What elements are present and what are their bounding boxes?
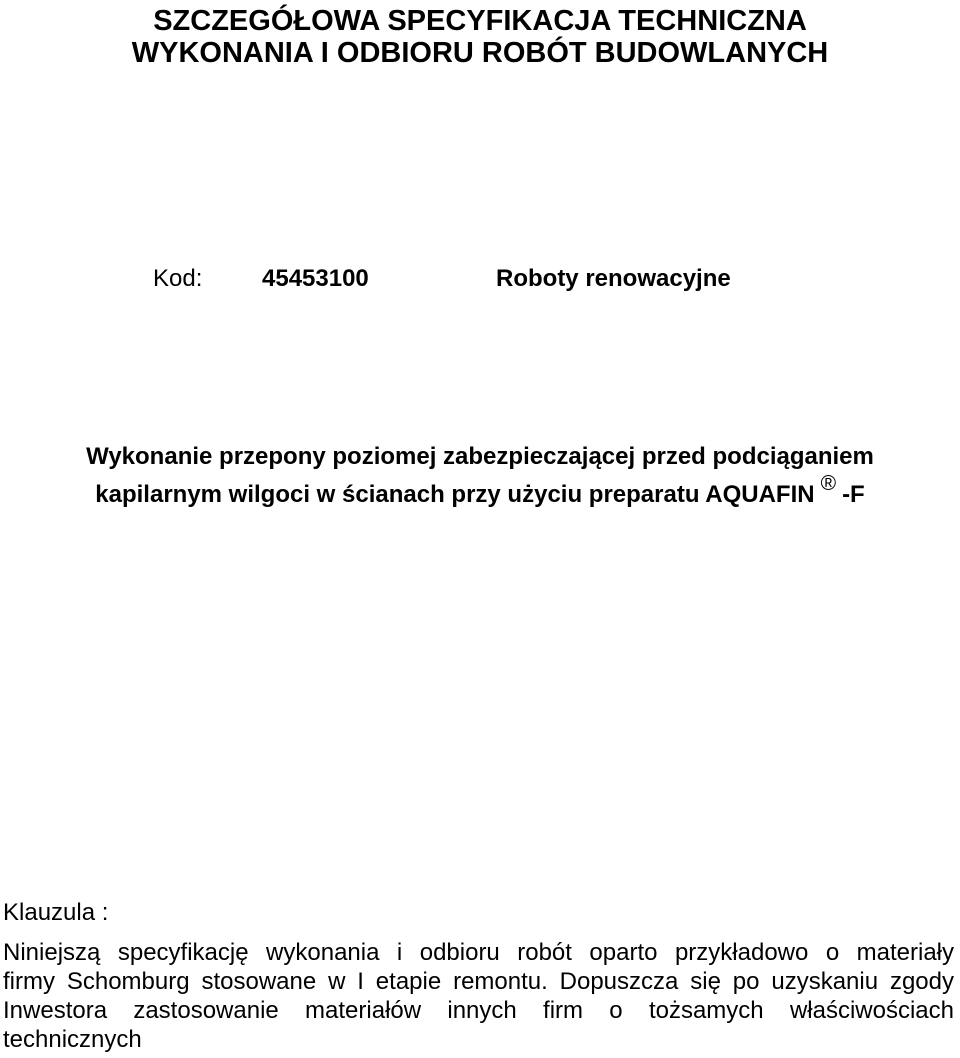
code-label: Kod: bbox=[153, 265, 203, 292]
registered-trademark-mark: ® bbox=[820, 472, 837, 495]
document-title-line-2: WYKONANIA I ODBIORU ROBÓT BUDOWLANYCH bbox=[131, 37, 829, 69]
code-description: Roboty renowacyjne bbox=[496, 265, 731, 292]
subject-line-1: Wykonanie przepony poziomej zabezpieczającej przed podciąganiem bbox=[86, 443, 874, 470]
clause-label: Klauzula : bbox=[3, 899, 109, 926]
subject-line-2-suffix: -F bbox=[842, 481, 865, 508]
clause-paragraph bbox=[3, 938, 954, 1054]
subject-line-2-main: kapilarnym wilgoci w ścianach przy użyciu preparatu AQUAFIN bbox=[95, 481, 815, 508]
code-value: 45453100 bbox=[262, 265, 369, 292]
clause-line-4: technicznych bbox=[3, 1026, 142, 1053]
clause-line-3: Inwestora zastosowanie materiałów innych firm o tożsamych właściwościach bbox=[3, 997, 954, 1024]
document-title-line-1: SZCZEGÓŁOWA SPECYFIKACJA TECHNICZNA bbox=[153, 5, 807, 37]
clause-line-2: firmy Schomburg stosowane w I etapie remontu. Dopuszcza się po uzyskaniu zgody bbox=[3, 968, 954, 995]
clause-line-1: Niniejszą specyfikację wykonania i odbioru robót oparto przykładowo o materiały bbox=[3, 939, 954, 966]
subject-line-2 bbox=[0, 472, 960, 511]
